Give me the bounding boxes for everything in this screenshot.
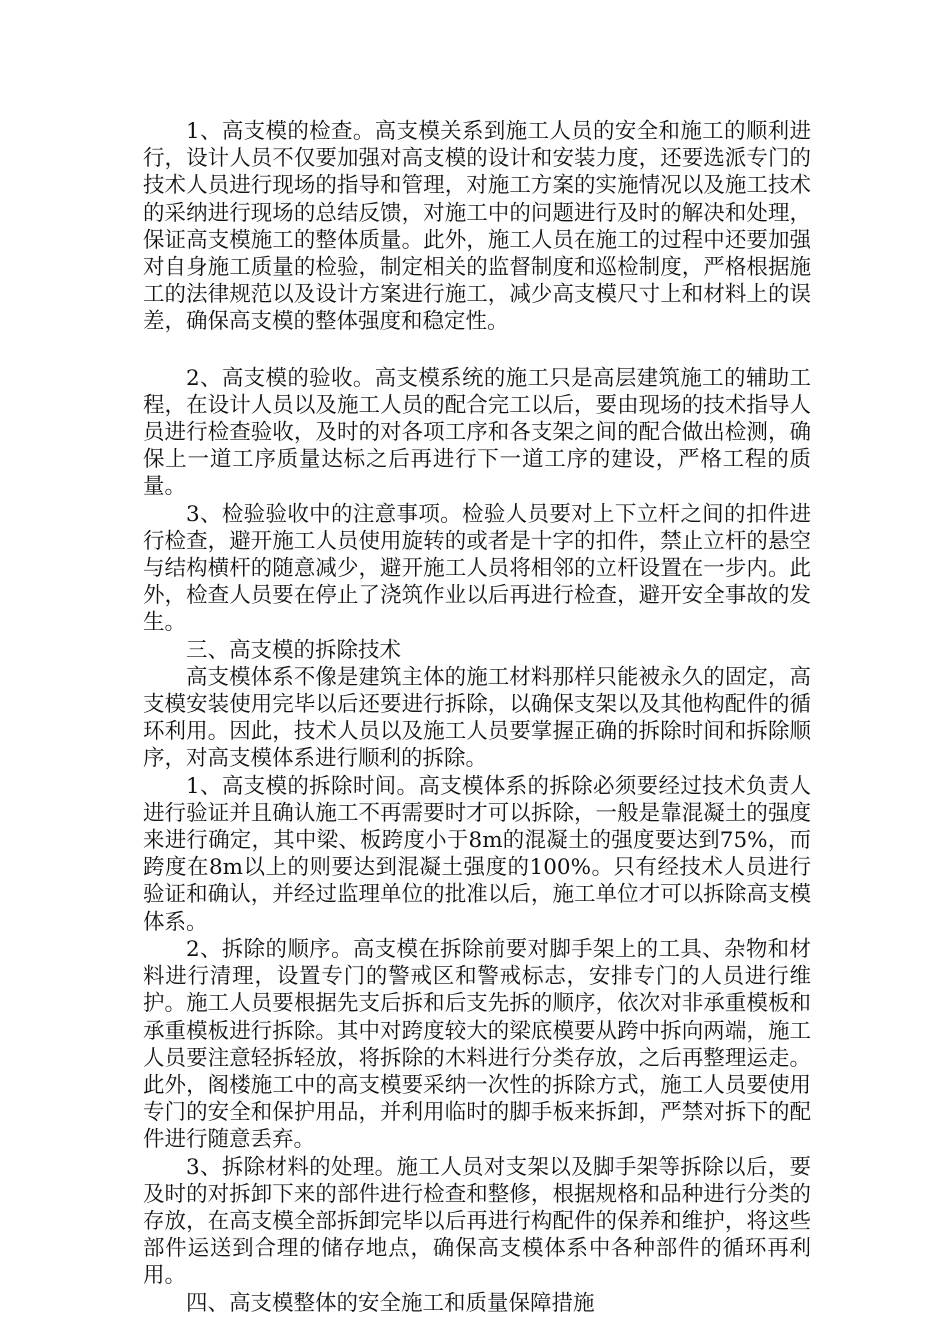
document-page xyxy=(143,118,811,1317)
section-heading-removal: 三、高支模的拆除技术 xyxy=(186,637,402,663)
paragraph-removal-order: 2、拆除的顺序。高支模在拆除前要对脚手架上的工具、杂物和材料进行清理，设置专门的警戒区和警戒标志，安排专门的人员进行维护。施工人员要根据先支后拆和后支先拆的顺序，依次对非承重模板和承重模板进行拆除。其中对跨度较大的梁底模要从跨中拆向两端，施工人员要注意轻拆轻放，将拆除的木料进行分类存放，之后再整理运走。此外，阁楼施工中的高支模要采纳一次性的拆除方式，施工人员要使用专门的安全和保护用品，并利用临时的脚手板来拆卸，严禁对拆下的配件进行随意丢弃。 xyxy=(143,936,811,1153)
paragraph-inspection: 1、高支模的检查。高支模关系到施工人员的安全和施工的顺利进行，设计人员不仅要加强对高支模的设计和安装力度，还要选派专门的技术人员进行现场的指导和管理，对施工方案的实施情况以及施工技术的采纳进行现场的总结反馈，对施工中的问题进行及时的解决和处理，保证高支模施工的整体质量。此外，施工人员在施工的过程中还要加强对自身施工质量的检验，制定相关的监督制度和巡检制度，严格根据施工的法律规范以及设计方案进行施工，减少高支模尺寸上和材料上的误差，确保高支模的整体强度和稳定性。 xyxy=(143,119,811,335)
paragraph-gap xyxy=(143,336,811,365)
paragraph-removal-intro: 高支模体系不像是建筑主体的施工材料那样只能被永久的固定，高支模安装使用完毕以后还要进行拆除，以确保支架以及其他构配件的循环利用。因此，技术人员以及施工人员要掌握正确的拆除时间和拆除顺序，对高支模体系进行顺利的拆除。 xyxy=(143,664,811,772)
section-heading-safety: 四、高支模整体的安全施工和质量保障措施 xyxy=(186,1290,595,1316)
paragraph-removal-time: 1、高支模的拆除时间。高支模体系的拆除必须要经过技术负责人进行验证并且确认施工不再需要时才可以拆除，一般是靠混凝土的强度来进行确定，其中梁、板跨度小于8m的混凝土的强度要达到75%，而跨度在8m以上的则要达到混凝土强度的100%。只有经技术人员进行验证和确认，并经过监理单位的批准以后，施工单位才可以拆除高支模体系。 xyxy=(143,773,811,935)
paragraph-notes: 3、检验验收中的注意事项。检验人员要对上下立杆之间的扣件进行检查，避开施工人员使用旋转的或者是十字的扣件，禁止立杆的悬空与结构横杆的随意减少，避开施工人员将相邻的立杆设置在一步内。此外，检查人员要在停止了浇筑作业以后再进行检查，避开安全事故的发生。 xyxy=(143,501,811,636)
paragraph-acceptance: 2、高支模的验收。高支模系统的施工只是高层建筑施工的辅助工程，在设计人员以及施工人员的配合完工以后，要由现场的技术指导人员进行检查验收，及时的对各项工序和各支架之间的配合做出检测，确保上一道工序质量达标之后再进行下一道工序的建设，严格工程的质量。 xyxy=(143,365,811,500)
paragraph-material-handling: 3、拆除材料的处理。施工人员对支架以及脚手架等拆除以后，要及时的对拆卸下来的部件进行检查和整修，根据规格和品种进行分类的存放，在高支模全部拆卸完毕以后再进行构配件的保养和维护，将这些部件运送到合理的储存地点，确保高支模体系中各种部件的循环再利用。 xyxy=(143,1154,811,1289)
